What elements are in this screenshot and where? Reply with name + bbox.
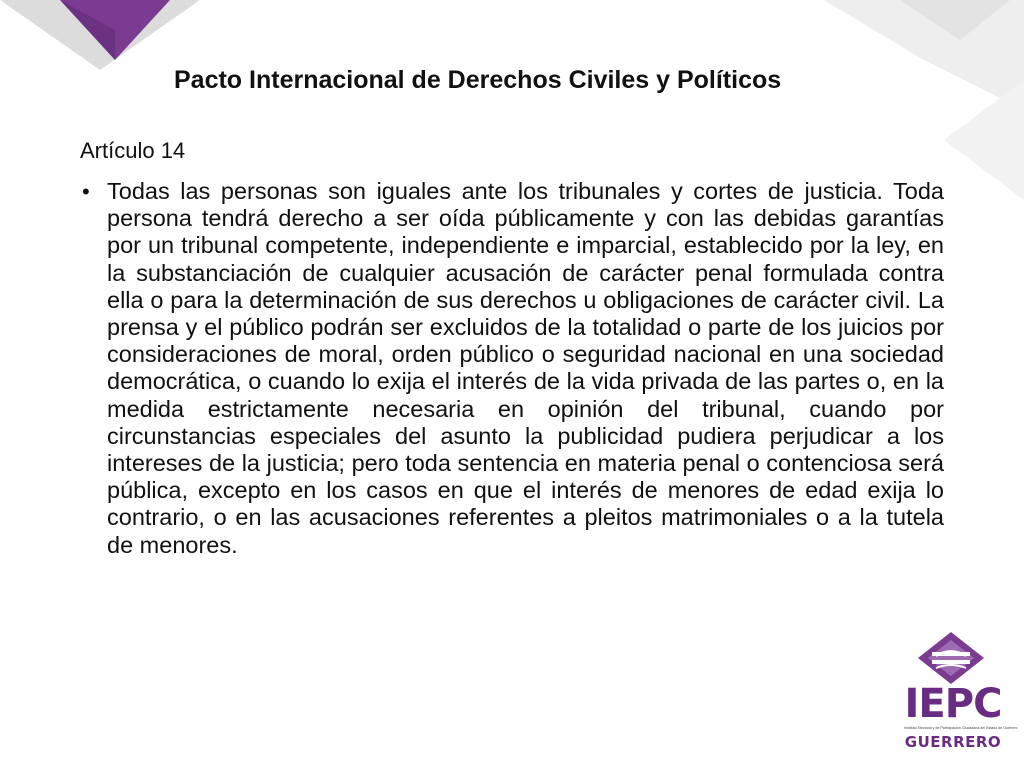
iepc-emblem-icon <box>918 632 984 688</box>
bullet-item <box>80 178 944 559</box>
iepc-logo <box>896 632 1018 752</box>
article-heading: Artículo 14 <box>80 138 186 163</box>
right-gray-diamond <box>944 80 1024 200</box>
slide-title: Pacto Internacional de Derechos Civiles y Políticos <box>174 66 782 94</box>
bullet-text: Todas las personas son iguales ante los tribunales y cortes de justicia. Toda persona tendrá derecho a ser oída públicamente y con las debidas garantías por un tribunal competente, independiente e imparcial, establecido por la ley, en la substanciación de cualquier acusación de carácter penal formulada contra ella o para la determinación de sus derechos u obligaciones de carácter civil. La prensa y el público podrán ser excluidos de la totalidad o parte de los juicios por consideraciones de moral, orden público o seguridad nacional en una sociedad democrática, o cuando lo exija el interés de la vida privada de las partes o, en la medida estrictamente necesaria en opinión del tribunal, cuando por circunstancias especiales del asunto la publicidad pudiera perjudicar a los intereses de la justicia; pero toda sentencia en materia penal o contenciosa será pública, excepto en los casos en que el interés de menores de edad exija lo contrario, o en las acusaciones referentes a pleitos matrimoniales o a la tutela de menores. <box>107 178 944 558</box>
bullet-list <box>80 178 944 559</box>
logo-subtitle: GUERRERO <box>904 733 1002 751</box>
bullet-icon: • <box>82 179 90 204</box>
logo-institute-name: Instituto Electoral y de Participación Ciudadana del Estado de Guerrero <box>904 726 1018 730</box>
logo-name: IEPC <box>904 681 1002 727</box>
